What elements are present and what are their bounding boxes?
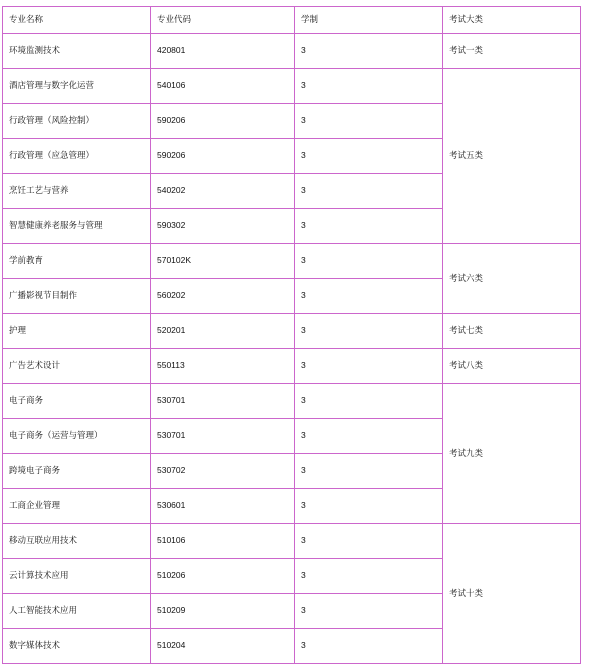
cell-major-code: 520201 — [151, 314, 295, 349]
table-row — [3, 244, 581, 279]
cell-duration: 3 — [295, 34, 443, 69]
column-header-major-code: 专业代码 — [151, 7, 295, 34]
cell-duration: 3 — [295, 454, 443, 489]
cell-major-code: 420801 — [151, 34, 295, 69]
cell-major-code: 540202 — [151, 174, 295, 209]
cell-exam-category: 考试九类 — [443, 384, 581, 524]
table-row — [3, 349, 581, 384]
cell-exam-category: 考试五类 — [443, 69, 581, 244]
cell-duration: 3 — [295, 489, 443, 524]
cell-major-name: 智慧健康养老服务与管理 — [3, 209, 151, 244]
table-row — [3, 34, 581, 69]
cell-major-code: 570102K — [151, 244, 295, 279]
table-header-row — [3, 7, 581, 34]
cell-major-name: 行政管理（风险控制） — [3, 104, 151, 139]
cell-duration: 3 — [295, 174, 443, 209]
cell-major-name: 云计算技术应用 — [3, 559, 151, 594]
cell-duration: 3 — [295, 594, 443, 629]
cell-major-name: 移动互联应用技术 — [3, 524, 151, 559]
cell-duration: 3 — [295, 104, 443, 139]
major-table-container — [0, 6, 600, 664]
cell-duration: 3 — [295, 349, 443, 384]
major-table — [2, 6, 581, 664]
cell-major-code: 530701 — [151, 384, 295, 419]
cell-duration: 3 — [295, 139, 443, 174]
cell-major-code: 510204 — [151, 629, 295, 664]
cell-exam-category: 考试十类 — [443, 524, 581, 664]
cell-major-code: 540106 — [151, 69, 295, 104]
table-row — [3, 314, 581, 349]
cell-major-name: 电子商务 — [3, 384, 151, 419]
column-header-major-name: 专业名称 — [3, 7, 151, 34]
cell-major-name: 广告艺术设计 — [3, 349, 151, 384]
cell-major-name: 电子商务（运营与管理） — [3, 419, 151, 454]
cell-major-name: 烹饪工艺与营养 — [3, 174, 151, 209]
cell-major-code: 530701 — [151, 419, 295, 454]
cell-duration: 3 — [295, 209, 443, 244]
table-row — [3, 384, 581, 419]
cell-major-name: 工商企业管理 — [3, 489, 151, 524]
cell-major-code: 510106 — [151, 524, 295, 559]
cell-major-code: 510209 — [151, 594, 295, 629]
cell-duration: 3 — [295, 384, 443, 419]
column-header-duration: 学制 — [295, 7, 443, 34]
cell-duration: 3 — [295, 279, 443, 314]
cell-duration: 3 — [295, 244, 443, 279]
cell-major-code: 590302 — [151, 209, 295, 244]
cell-major-name: 跨境电子商务 — [3, 454, 151, 489]
cell-major-name: 人工智能技术应用 — [3, 594, 151, 629]
table-body — [3, 34, 581, 664]
cell-major-name: 学前教育 — [3, 244, 151, 279]
cell-major-name: 环境监测技术 — [3, 34, 151, 69]
cell-major-code: 510206 — [151, 559, 295, 594]
cell-exam-category: 考试七类 — [443, 314, 581, 349]
cell-duration: 3 — [295, 419, 443, 454]
cell-major-name: 数字媒体技术 — [3, 629, 151, 664]
cell-exam-category: 考试六类 — [443, 244, 581, 314]
cell-major-code: 550113 — [151, 349, 295, 384]
table-row — [3, 69, 581, 104]
cell-major-name: 酒店管理与数字化运营 — [3, 69, 151, 104]
cell-major-name: 行政管理（应急管理） — [3, 139, 151, 174]
cell-major-code: 530702 — [151, 454, 295, 489]
cell-major-code: 590206 — [151, 104, 295, 139]
cell-duration: 3 — [295, 314, 443, 349]
cell-major-code: 590206 — [151, 139, 295, 174]
cell-duration: 3 — [295, 629, 443, 664]
cell-major-name: 护理 — [3, 314, 151, 349]
cell-major-name: 广播影视节目制作 — [3, 279, 151, 314]
cell-major-code: 530601 — [151, 489, 295, 524]
column-header-exam-category: 考试大类 — [443, 7, 581, 34]
cell-exam-category: 考试一类 — [443, 34, 581, 69]
cell-major-code: 560202 — [151, 279, 295, 314]
table-header — [3, 7, 581, 34]
cell-exam-category: 考试八类 — [443, 349, 581, 384]
cell-duration: 3 — [295, 524, 443, 559]
cell-duration: 3 — [295, 559, 443, 594]
cell-duration: 3 — [295, 69, 443, 104]
table-row — [3, 524, 581, 559]
